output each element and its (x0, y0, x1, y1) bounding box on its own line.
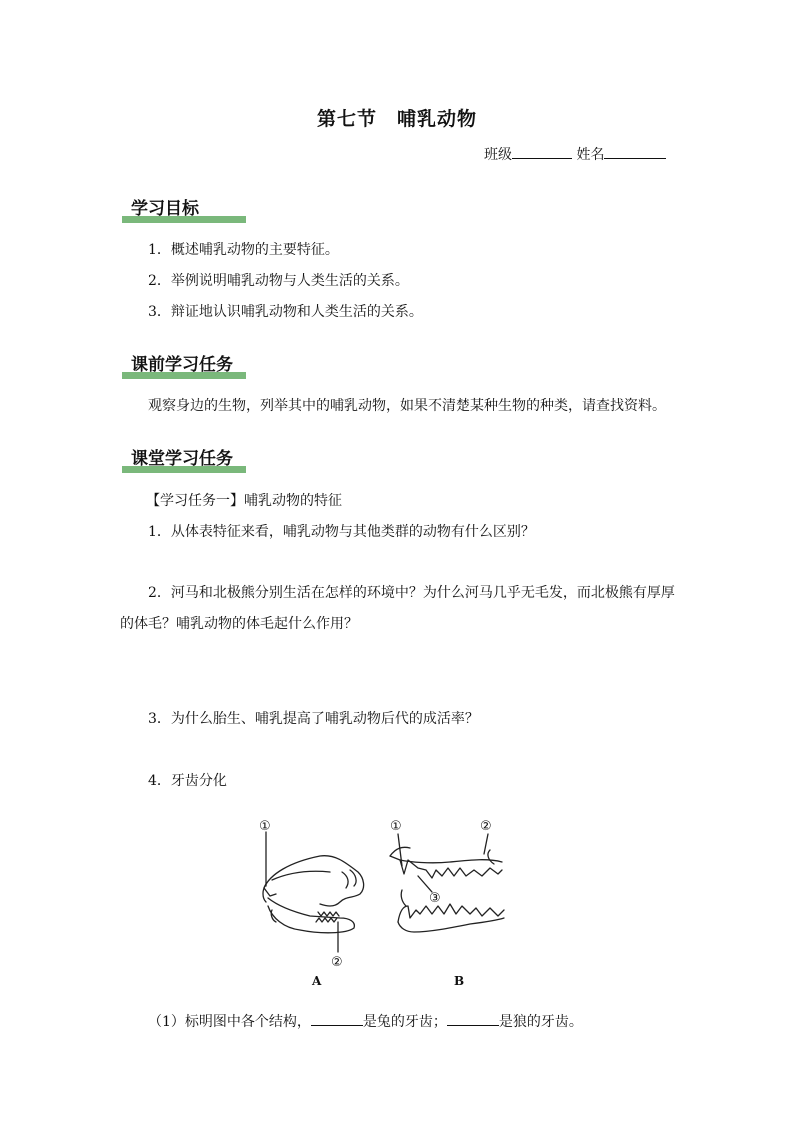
class-blank (512, 144, 572, 159)
page-title: 第七节 哺乳动物 (316, 108, 477, 130)
name-label: 姓名 (576, 147, 605, 163)
rabbit-skull-drawing (263, 832, 364, 952)
sub1-mid: 是兔的牙齿； (362, 1014, 447, 1030)
class-label: 班级 (484, 147, 512, 163)
question-1: 1．从体表特征来看，哺乳动物与其他类群的动物有什么区别？ (148, 524, 535, 540)
section-heading-objectives: 学习目标 (122, 194, 199, 219)
objective-item: 2．举例说明哺乳动物与人类生活的关系。 (148, 273, 409, 289)
label-a-1: ① (259, 819, 271, 834)
question-2-line2: 的体毛？哺乳动物的体毛起什么作用？ (120, 616, 358, 632)
caption-a: A (312, 974, 322, 988)
label-b-2: ② (480, 819, 492, 834)
section-heading-in-class: 课堂学习任务 (122, 444, 233, 469)
task1-heading: 【学习任务一】哺乳动物的特征 (146, 493, 342, 509)
class-name-line (484, 144, 666, 164)
label-b-1: ① (390, 819, 402, 834)
objective-item: 1．概述哺乳动物的主要特征。 (148, 242, 339, 258)
question-4: 4．牙齿分化 (148, 773, 227, 789)
sub1-suffix: 是狼的牙齿。 (498, 1014, 583, 1030)
sub1-prefix: （1）标明图中各个结构， (148, 1014, 311, 1030)
wolf-teeth-blank (447, 1011, 499, 1026)
wolf-jaws-drawing (390, 834, 504, 932)
label-a-2: ② (331, 955, 343, 970)
pre-class-text: 观察身边的生物，列举其中的哺乳动物，如果不清楚某种生物的种类，请查找资料。 (148, 398, 666, 414)
name-blank (604, 144, 666, 159)
section-heading-pre-class: 课前学习任务 (122, 350, 233, 375)
objective-item: 3．辩证地认识哺乳动物和人类生活的关系。 (148, 304, 423, 320)
question-2-line1: 2．河马和北极熊分别生活在怎样的环境中？为什么河马几乎无毛发，而北极熊有厚厚 (148, 585, 675, 601)
question-3: 3．为什么胎生、哺乳提高了哺乳动物后代的成活率？ (148, 711, 479, 727)
caption-b: B (454, 974, 465, 988)
rabbit-teeth-blank (311, 1011, 363, 1026)
label-b-3: ③ (429, 891, 441, 906)
sub-question-1 (148, 1011, 583, 1031)
teeth-figure (250, 810, 520, 992)
